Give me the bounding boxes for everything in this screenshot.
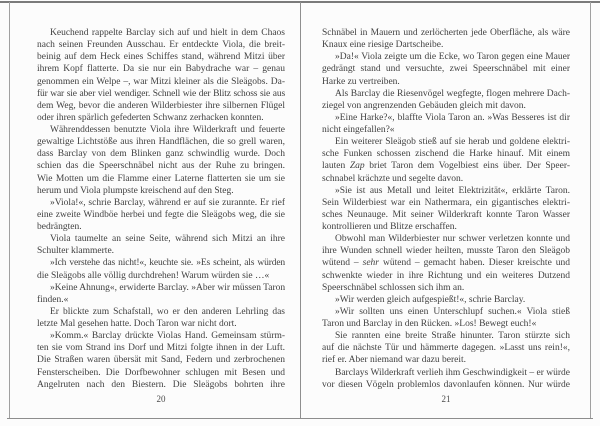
text-line: Schulter klammerte. [37,246,115,257]
text-line: dass Barclay von dem Blinken ganz schwindlig wurde. Doch [37,149,285,160]
text-line: finden.« [37,294,69,305]
text-line: »Wir sollten uns einen Unterschlupf suchen.« Viola stieß [335,306,570,317]
text-line: »Keine Ahnung«, erwiderte Barclay. »Aber wir müssen Taron [50,282,285,293]
text-line: Sein Wilderbiest war ein Nathermara, ein gigantisches elektri- [322,197,570,208]
page-gutter-line [300,2,301,418]
text-line: Als Barclay die Riesenvögel wegfegte, flogen mehrere Dach- [335,88,570,99]
text-line: »Da!« Viola zeigte um die Ecke, wo Taron gegen eine Mauer [335,52,570,63]
text-line: Taron und Barclay in den Rücken. »Los! Bewegt euch!« [322,319,537,329]
text-line: vor diesen Vögeln problemlos davonlaufen können. Nur würde [322,379,570,390]
text-line: Keuchend rappelte Barclay sich auf und hielt in dem Chaos [50,28,285,38]
page-number-left: 20 [156,394,166,404]
text-line: auf die nächste Tür und hämmerte dagegen. »Lasst uns rein!«, [322,343,570,354]
text-line: gedrängt stand und versuchte, zwei Speerschnäbel mit einer [322,64,570,75]
text-line: dem Weg, bevor die anderen Wilderbiester ihre silbernen Flügel [37,100,285,111]
text-line: Er blickte zum Schafstall, wo er den anderen Lehrling das [50,306,285,317]
text-line: rief er. Aber niemand war dazu bereit. [322,355,467,366]
text-line: Fensterscheiben. Die Dorfbewohner schlugen mit Besen und [37,367,285,378]
text-line: die Sleägobs alle völlig durchdrehen! Warum würden sie …« [37,270,270,281]
text-line: wütend – sehr wütend – gemacht haben. Dieser kreischte und [322,258,570,269]
text-line: »Sie ist aus Metall und leitet Elektrizität«, erklärte Taron. [335,185,570,196]
text-line: »Wir werden gleich aufgespießt!«, schrie Barclay. [335,294,526,305]
text-line: Harke zu vertreiben. [322,76,400,87]
text-line: eine zweite Windböe herbei und fegte die Sleägobs weg, die sie [37,209,285,220]
text-line: »Viola!«, schrie Barclay, während er auf sie zurannte. Er rief [50,197,285,208]
text-line: nach seinen Freunden Ausschau. Er entdeckte Viola, die breit- [37,40,285,51]
text-line: ihrem Kopf flatterte. Da sie nur ein Babydrache war – genau [37,64,285,75]
text-line: gewaltige Lichtstöße aus ihren Handflächen, die so grell waren, [37,137,285,148]
text-line: Wie Motten um die Flamme einer Laterne flatterten sie um sie [37,173,285,184]
text-line: »Ich verstehe das nicht!«, keuchte sie. »Es scheint, als würden [50,258,285,269]
text-line: sche Funken schossen zischend die Harke hinauf. Mit einem [322,149,570,160]
text-line: kontrollieren und Blitze erschaffen. [322,222,457,232]
text-line: nicht eingefallen?« [322,125,395,135]
text-line: Knaux eine riesige Dartscheibe. [322,40,444,51]
text-line: schnabel krächzte und segelte davon. [322,173,464,184]
left-page-edge-line [9,2,10,418]
text-line: ihre Wunden schnell wieder heilten, musste Taron den Sleägob [322,246,570,257]
text-line: »Komm.« Barclay drückte Violas Hand. Gemeinsam stürm- [50,331,285,342]
text-line: oder ihren spärlich gefederten Schwanz zerhacken konnten. [37,112,264,123]
text-line: Währenddessen benutzte Viola ihre Wilderkraft und feuerte [50,125,285,135]
text-line: sches Neunauge. Mit seiner Wilderkraft konnte Taron Wasser [322,209,570,220]
page-number-right: 21 [441,394,451,404]
text-line: für war sie aber viel wendiger. Schnell wie der Blitz schoss sie aus [37,88,285,99]
page-right-text [322,27,570,391]
text-line: Die Straßen waren übersät mit Sand, Federn und zerbrochenen [37,355,285,366]
text-line: lauten Zap briet Taron dem Vogelbiest eins über. Der Speer- [322,161,570,172]
text-line: »Eine Harke?«, blaffte Viola Taron an. »Was Besseres ist dir [335,112,570,123]
text-line: schwenkte wieder in ihre Richtung und ein weiteres Dutzend [322,270,570,281]
text-line: schien das die Speerschnäbel nicht aus der Ruhe zu bringen. [37,161,285,172]
text-line: ziegel von angrenzenden Gebäuden gleich mit davon. [322,100,526,111]
text-line: Sie rannten eine breite Straße hinunter. Taron stürzte sich [335,331,570,342]
text-line: Speerschnäbel schlossen sich ihm an. [322,282,465,293]
text-line: ten sie vom Strand ins Dorf und Mitzi folgte ihnen in der Luft. [37,343,285,354]
text-line: genommen ein Welpe –, war Mitzi kleiner als die Sleägobs. Da- [37,76,285,87]
text-line: bedrängten. [37,222,82,232]
text-line: Viola taumelte an seine Seite, während sich Mitzi an ihre [50,234,285,245]
text-line: herum und Viola plumpste kreischend auf den Steg. [37,185,234,196]
text-line: Angelruten nach den Biestern. Die Sleägobs bohrten ihre [37,379,285,390]
text-line: letzte Mal gesehen hatte. Doch Taron war nicht dort. [37,319,237,329]
text-line: Barclays Wilderkraft verlieh ihm Geschwindigkeit – er würde [335,367,570,378]
text-line: Schnäbel in Mauern und zerlöcherten jede Oberfläche, als wäre [322,28,570,38]
right-page-edge-line [590,2,591,418]
text-line: Ein weiterer Sleägob stieß auf sie herab und goldene elektri- [335,137,570,148]
text-line: beinig auf dem Heck eines Schiffes stand, während Mitzi über [37,52,285,63]
page-left-text [37,27,285,391]
bottom-edge-line [7,418,593,419]
text-line: Obwohl man Wilderbiester nur schwer verletzen konnte und [335,234,570,245]
